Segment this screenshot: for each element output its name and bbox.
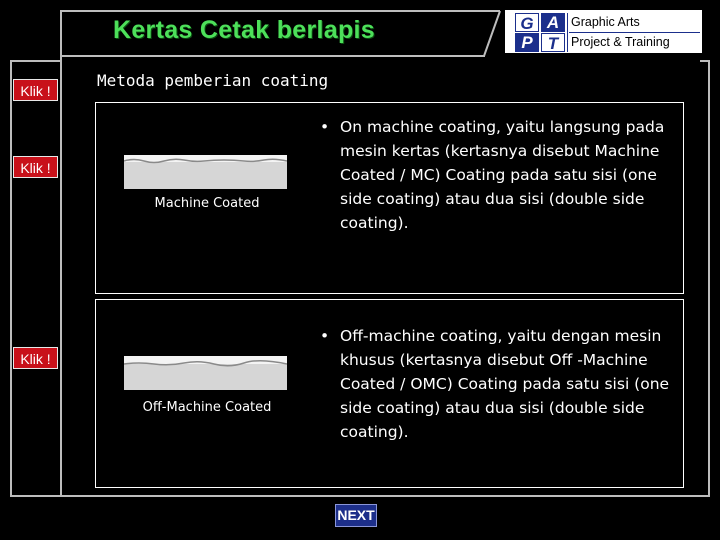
section-subtitle: Metoda pemberian coating (97, 71, 329, 90)
frame-right-line (708, 60, 710, 497)
machine-coating-text (320, 115, 680, 235)
klik-button-2[interactable]: Klik ! (13, 156, 58, 178)
klik-button-3[interactable]: Klik ! (13, 347, 58, 369)
machine-coated-caption: Machine Coated (154, 196, 260, 211)
coating-layer-graphic (124, 356, 287, 390)
frame-bottom-line (10, 495, 710, 497)
bullet-dot: • (320, 327, 330, 345)
frame-mid-line (10, 60, 60, 62)
machine-coated-sample (124, 155, 287, 189)
off-machine-coated-caption: Off-Machine Coated (142, 400, 272, 415)
next-button[interactable]: NEXT (335, 504, 377, 527)
logo-line-1: Graphic Arts (571, 15, 640, 29)
machine-coating-description: On machine coating, yaitu langsung pada mesin kertas (kertasnya disebut Machine Coated / MC) Coating pada satu sisi (one side coating) atau dua sisi (double side coating). (340, 118, 665, 232)
frame-inner-left-line (60, 10, 62, 495)
logo-cell-t: T (541, 33, 565, 52)
off-machine-coated-sample (124, 356, 287, 390)
logo-divider (567, 13, 568, 52)
frame-left-line (10, 60, 12, 497)
frame-top-line (60, 10, 500, 12)
page-title: Kertas Cetak berlapis (113, 16, 375, 44)
frame-top-right-line (700, 60, 710, 62)
logo-cell-g: G (515, 13, 539, 32)
off-machine-coating-text (320, 324, 680, 444)
bullet-dot: • (320, 118, 330, 136)
logo-cell-p: P (515, 33, 539, 52)
frame-header-bottom-line (60, 55, 485, 57)
logo-text-divider (569, 32, 700, 33)
off-machine-coating-description: Off-machine coating, yaitu dengan mesin khusus (kertasnya disebut Off -Machine Coated / OMC) Coating pada satu sisi (one side coating) atau dua sisi (double side coating). (340, 327, 670, 441)
logo-cell-a: A (541, 13, 565, 32)
klik-button-1[interactable]: Klik ! (13, 79, 58, 101)
coating-layer-graphic (124, 155, 287, 189)
frame-diagonal (480, 10, 502, 58)
logo-line-2: Project & Training (571, 35, 670, 49)
